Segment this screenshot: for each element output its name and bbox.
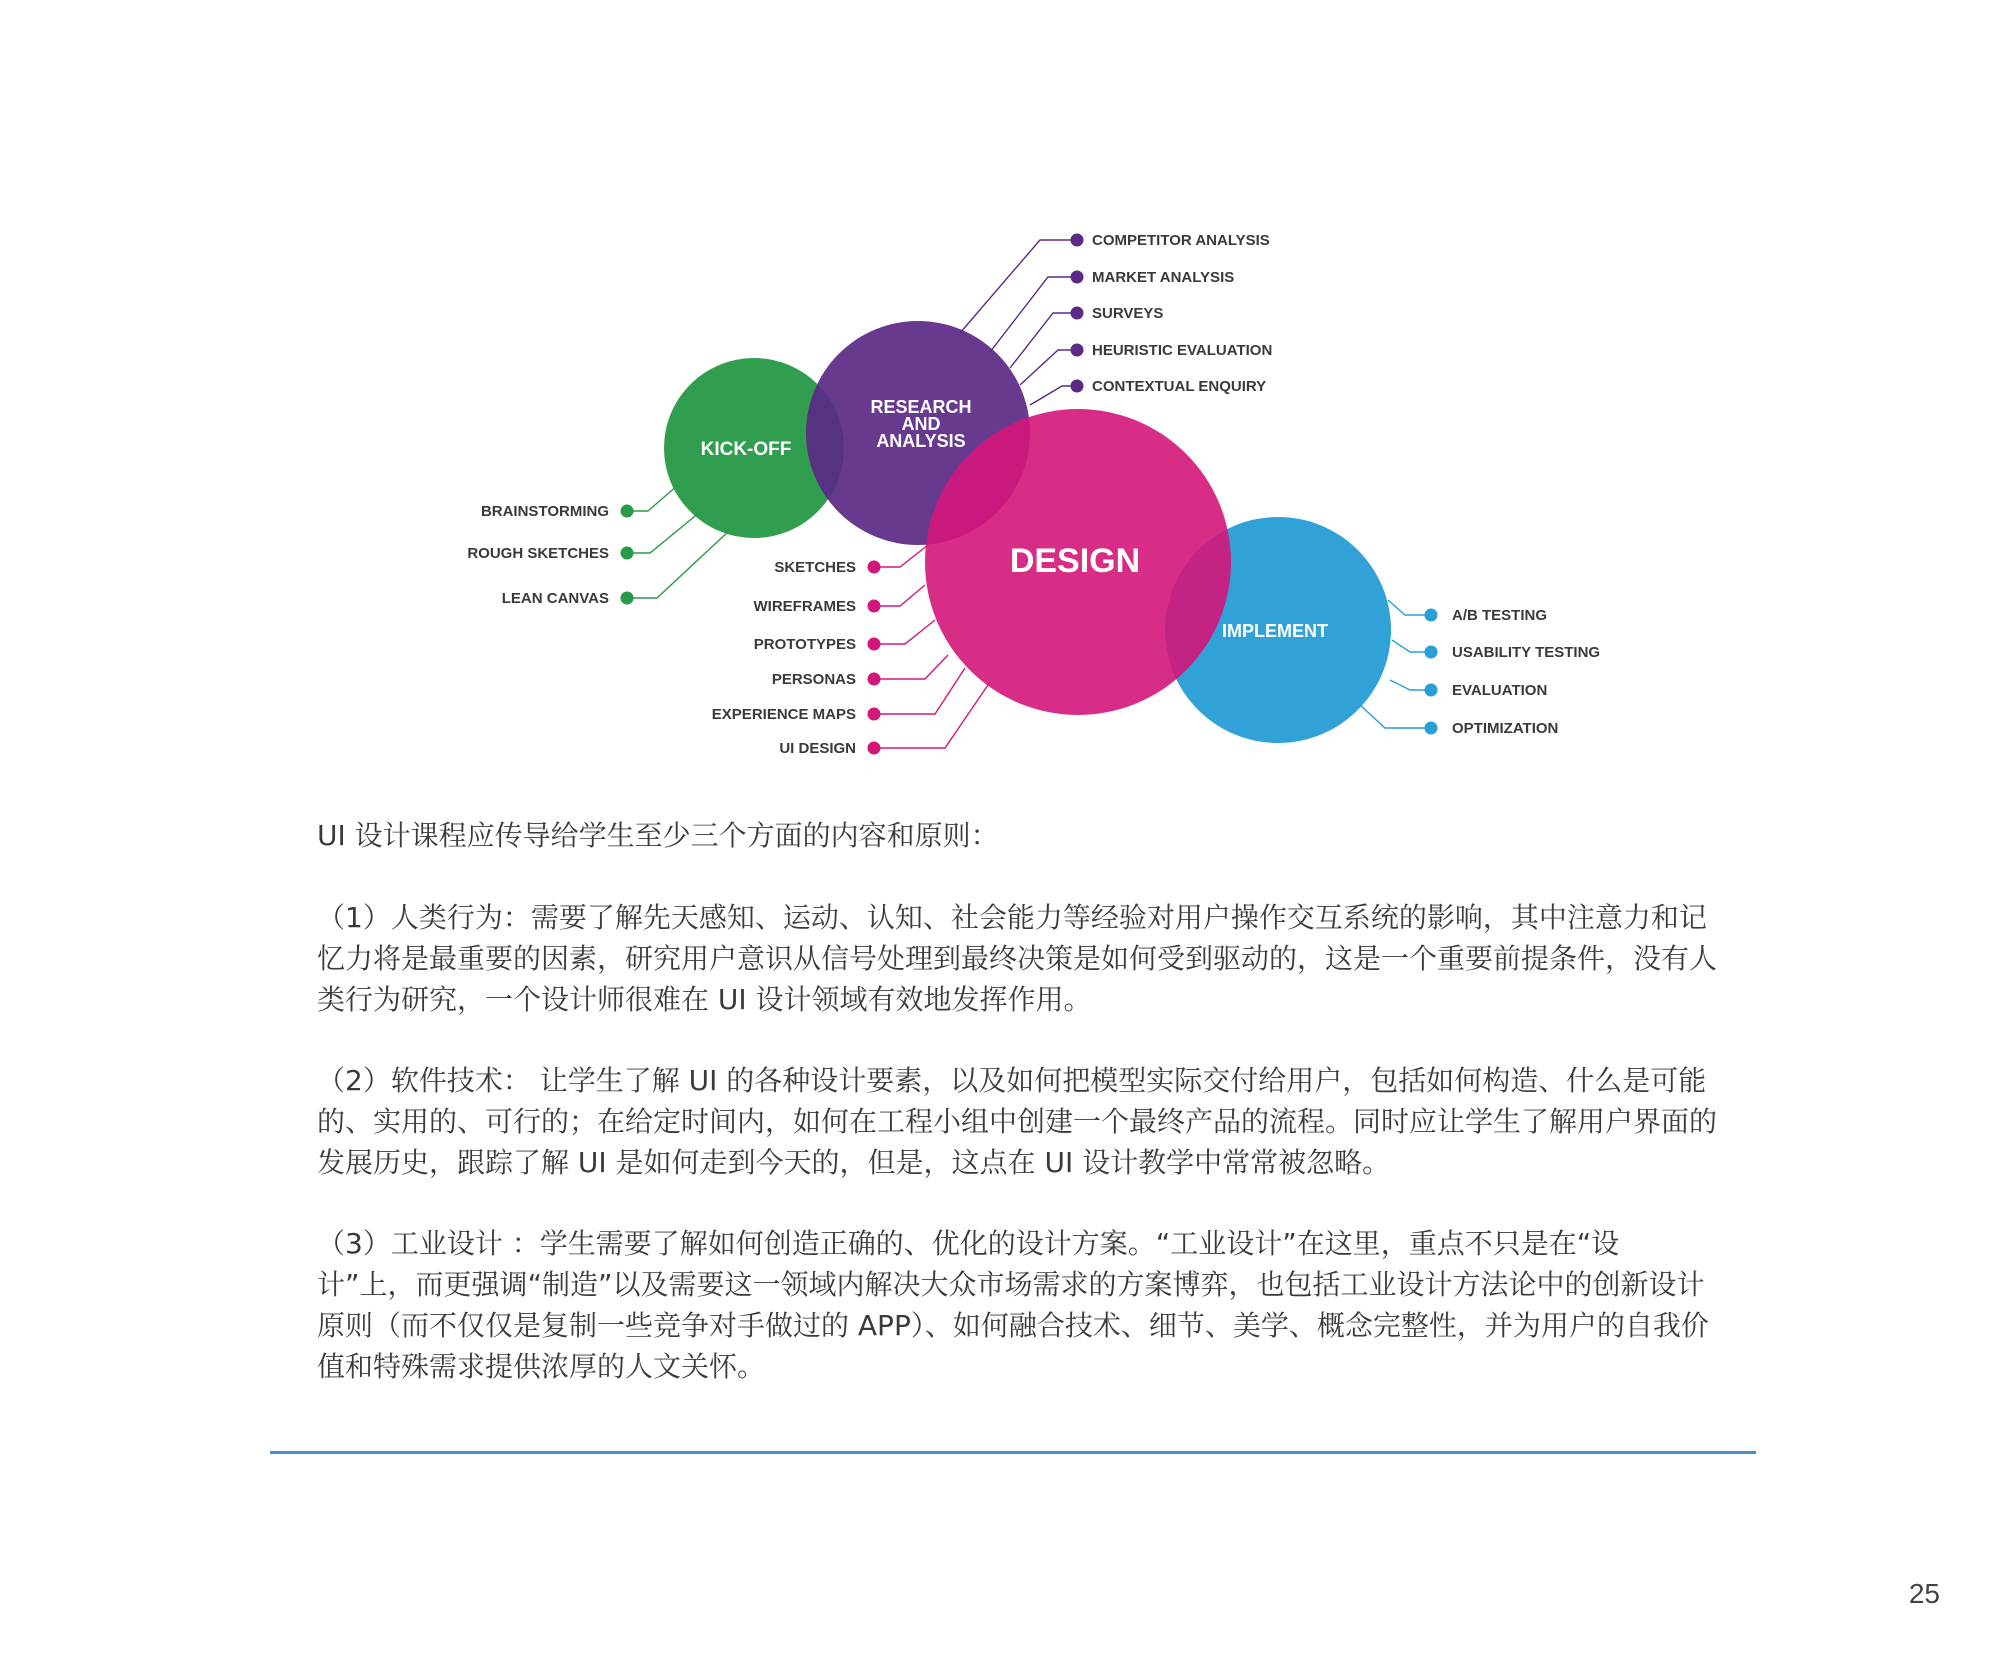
research-item-contextual-enquiry: CONTEXTUAL ENQUIRY: [1092, 378, 1267, 395]
implement-items: [1425, 607, 1601, 737]
page-number: 25: [1908, 1578, 1940, 1609]
paragraph-software-technology: （2）软件技术： 让学生了解 UI 的各种设计要素，以及如何把模型实际交付给用户，包括如何构造、什么是可能的、实用的、可行的；在给定时间内，如何在工程小组中创建一个最终产品的流程。同时应让学生了解用户界面的发展历史，跟踪了解 UI 是如何走到今天的，但是，这点在 UI 设计教学中常常被忽略。: [317, 1064, 1718, 1179]
implement-item-optimization: OPTIMIZATION: [1452, 720, 1559, 737]
kickoff-item-lean-canvas: LEAN CANVAS: [501, 590, 609, 607]
kickoff-item-dot: [621, 505, 634, 518]
design-item-wireframes: WIREFRAMES: [753, 598, 856, 615]
research-item-dot: [1071, 344, 1084, 357]
research-title-line-1: RESEARCH: [870, 397, 972, 417]
bottom-divider: [270, 1451, 1756, 1454]
research-item-dot: [1071, 271, 1084, 284]
kickoff-item-dot: [621, 547, 634, 560]
design-item-ui-design: UI DESIGN: [779, 740, 856, 757]
design-title: DESIGN: [1009, 542, 1141, 580]
research-item-heuristic-evaluation: HEURISTIC EVALUATION: [1092, 342, 1273, 359]
design-item-dot: [868, 638, 881, 651]
ux-process-diagram: [0, 0, 2000, 800]
research-item-market-analysis: MARKET ANALYSIS: [1092, 269, 1235, 286]
kickoff-title: KICK-OFF: [700, 439, 792, 460]
research-items: [1071, 232, 1273, 395]
design-item-dot: [868, 600, 881, 613]
research-item-dot: [1071, 380, 1084, 393]
research-item-dot: [1071, 234, 1084, 247]
design-item-sketches: SKETCHES: [774, 559, 856, 576]
research-item-dot: [1071, 307, 1084, 320]
design-item-dot: [868, 673, 881, 686]
kickoff-item-brainstorming: BRAINSTORMING: [480, 503, 609, 520]
design-items: [712, 559, 881, 757]
design-item-personas: PERSONAS: [771, 671, 856, 688]
implement-item-dot: [1425, 722, 1438, 735]
design-item-prototypes: PROTOTYPES: [753, 636, 856, 653]
body-text: [317, 815, 1717, 1427]
paragraph-human-behavior: （1）人类行为：需要了解先天感知、运动、认知、社会能力等经验对用户操作交互系统的影响，其中注意力和记忆力将是最重要的因素，研究用户意识从信号处理到最终决策是如何受到驱动的，这是一个重要前提条件，没有人类行为研究，一个设计师很难在 UI 设计领域有效地发挥作用。: [317, 901, 1718, 1016]
design-item-dot: [868, 742, 881, 755]
implement-item-dot: [1425, 684, 1438, 697]
implement-item-usability-testing: USABILITY TESTING: [1452, 644, 1601, 661]
research-title-line-2: AND: [901, 414, 941, 434]
implement-item-dot: [1425, 609, 1438, 622]
intro-paragraph: UI 设计课程应传导给学生至少三个方面的内容和原则：: [317, 819, 999, 852]
design-item-dot: [868, 561, 881, 574]
kickoff-item-rough-sketches: ROUGH SKETCHES: [467, 545, 609, 562]
implement-item-dot: [1425, 646, 1438, 659]
research-item-competitor-analysis: COMPETITOR ANALYSIS: [1092, 232, 1270, 249]
implement-item-ab-testing: A/B TESTING: [1452, 607, 1548, 624]
design-item-dot: [868, 708, 881, 721]
research-title-line-3: ANALYSIS: [876, 431, 966, 451]
design-item-experience-maps: EXPERIENCE MAPS: [711, 706, 856, 723]
implement-item-evaluation: EVALUATION: [1452, 682, 1548, 699]
kickoff-item-dot: [621, 592, 634, 605]
research-item-surveys: SURVEYS: [1092, 305, 1164, 322]
implement-title: IMPLEMENT: [1222, 621, 1328, 641]
kickoff-items: [467, 503, 633, 607]
paragraph-industrial-design: （3）工业设计 ：学生需要了解如何创造正确的、优化的设计方案。“工业设计”在这里，重点不只是在“设计”上，而更强调“制造”以及需要这一领域内解决大众市场需求的方案博弈，也包括工业设计方法论中的创新设计原则（而不仅仅是复制一些竞争对手做过的 APP）、如何融合技术、细节、美学、概念完整性，并为用户的自我价值和特殊需求提供浓厚的人文关怀。: [317, 1227, 1709, 1383]
